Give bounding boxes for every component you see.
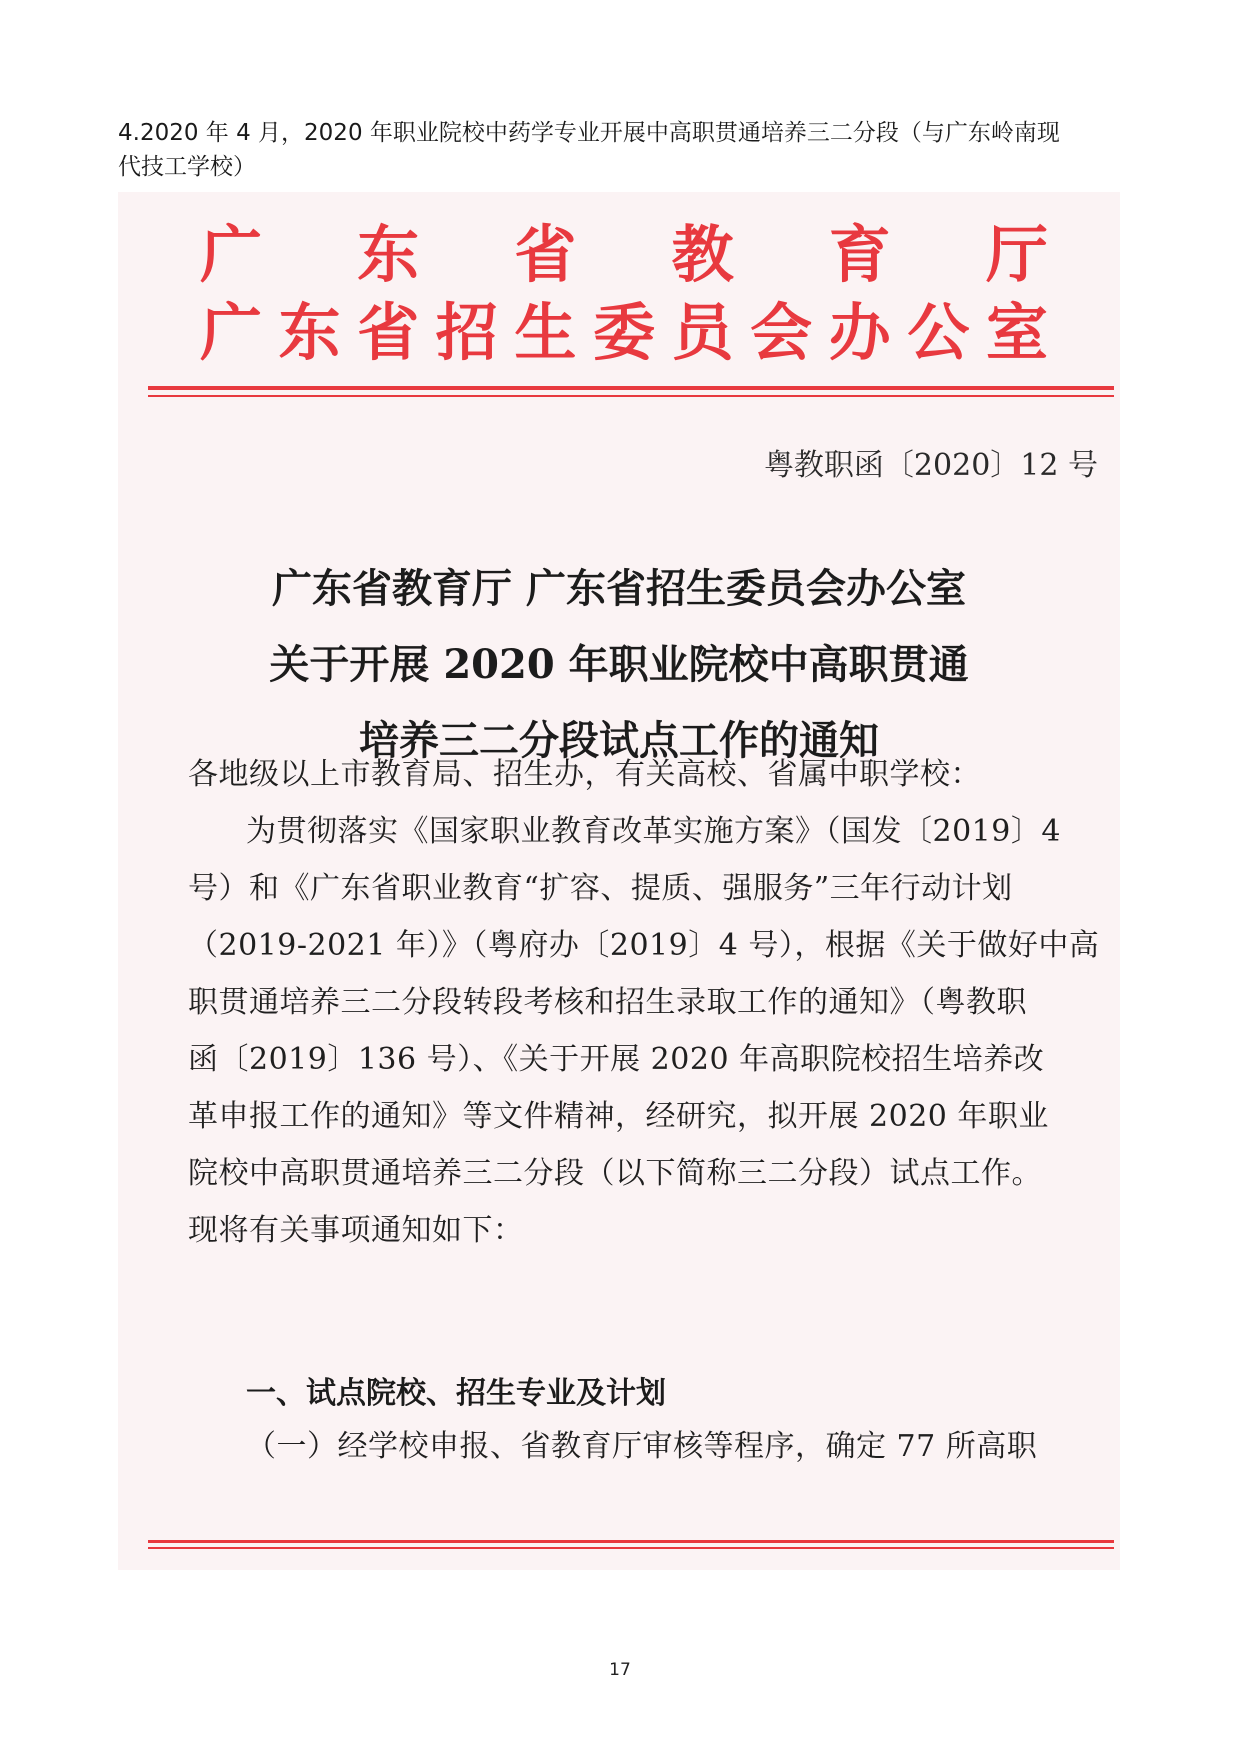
- letterhead-char: 公: [907, 296, 970, 369]
- paragraph-line: 院校中高职贯通培养三二分段（以下简称三二分段）试点工作。: [188, 1156, 1042, 1191]
- paragraph-line: 为贯彻落实《国家职业教育改革实施方案》（国发〔2019〕4: [246, 814, 1061, 849]
- letterhead-char: 厅: [985, 218, 1048, 291]
- paragraph-line: 革申报工作的通知》等文件精神，经研究，拟开展 2020 年职业: [188, 1099, 1049, 1134]
- letterhead-char: 办: [828, 296, 891, 369]
- document-title-line-2: 关于开展 2020 年职业院校中高职贯通: [269, 641, 969, 688]
- letterhead-char: 委: [592, 296, 655, 369]
- letterhead-char: 广: [200, 296, 263, 369]
- section-heading: 一、试点院校、招生专业及计划: [246, 1376, 666, 1411]
- figure-caption: [118, 116, 1128, 184]
- letterhead-char: 省: [514, 218, 577, 291]
- letterhead-char: 会: [750, 296, 813, 369]
- letterhead-char: 东: [357, 218, 420, 291]
- letterhead-char: 员: [671, 296, 734, 369]
- letterhead-char: 生: [514, 296, 577, 369]
- paragraph-line: 号）和《广东省职业教育“扩容、提质、强服务”三年行动计划: [188, 871, 1013, 906]
- salutation: 各地级以上市教育局、招生办，有关高校、省属中职学校：: [188, 757, 981, 792]
- paragraph-line: 函〔2019〕136 号）、《关于开展 2020 年高职院校招生培养改: [188, 1042, 1045, 1077]
- letterhead-char: 广: [200, 218, 263, 291]
- paragraph-line: 现将有关事项通知如下：: [188, 1213, 524, 1248]
- paragraph-line: （2019-2021 年）》（粤府办〔2019〕4 号），根据《关于做好中高: [188, 928, 1100, 963]
- document-title-line-3: 培养三二分段试点工作的通知: [359, 717, 879, 764]
- document-number: 粤教职函〔2020〕12 号: [763, 448, 1098, 483]
- footer-rule-thin: [148, 1547, 1114, 1549]
- subsection-line: （一）经学校申报、省教育厅审核等程序，确定 77 所高职: [246, 1429, 1038, 1464]
- page-number: 17: [609, 1660, 631, 1680]
- document-title-line-1: 广东省教育厅 广东省招生委员会办公室: [272, 565, 966, 612]
- footer-rule-thick: [148, 1540, 1114, 1543]
- letterhead-char: 省: [357, 296, 420, 369]
- body-paragraph: [188, 803, 1100, 1259]
- letterhead-line-1: [200, 218, 1048, 291]
- letterhead-rule-thick: [148, 386, 1114, 390]
- letterhead-char: 育: [828, 218, 891, 291]
- caption-line-1: 4.2020 年 4 月，2020 年职业院校中药学专业开展中高职贯通培养三二分段（与广东岭南现: [118, 120, 1060, 146]
- letterhead-rule-thin: [148, 395, 1114, 397]
- letterhead-char: 招: [435, 296, 498, 369]
- caption-line-2: 代技工学校）: [118, 154, 256, 180]
- scanned-document: [118, 192, 1120, 1570]
- letterhead-line-2: [200, 296, 1048, 369]
- letterhead-char: 教: [671, 218, 734, 291]
- paragraph-line: 职贯通培养三二分段转段考核和招生录取工作的通知》（粤教职: [188, 985, 1027, 1020]
- letterhead-char: 东: [278, 296, 341, 369]
- letterhead-char: 室: [985, 296, 1048, 369]
